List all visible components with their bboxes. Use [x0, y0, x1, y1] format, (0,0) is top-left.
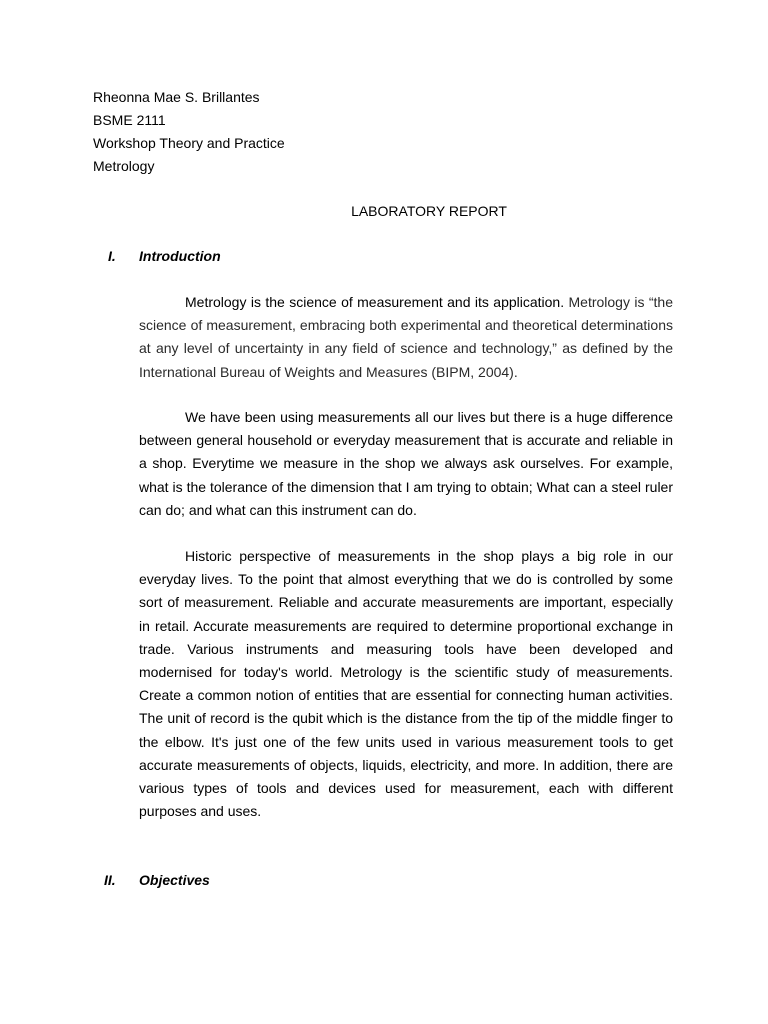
author-name: Rheonna Mae S. Brillantes — [93, 89, 260, 105]
intro-paragraph-1-lead: Metrology is the science of measurement and its application. — [185, 294, 565, 310]
section-title: Objectives — [139, 872, 210, 888]
section-number: I. — [108, 248, 116, 264]
intro-paragraph-1 — [139, 291, 673, 384]
course-section: BSME 2111 — [93, 112, 166, 128]
document-header — [93, 86, 285, 178]
intro-paragraph-3: Historic perspective of measurements in the shop plays a big role in our everyday lives. To the point that almost everything that we do is controlled by some sort of measurement. Reliable and accurate measurements are important, especially in retail. Accurate measurements are required to determine proportional exchange in trade. Various instruments and measuring tools have been developed and modernised for today's world. Metrology is the scientific study of measurements. Create a common notion of entities that are essential for connecting human activities. The unit of record is the qubit which is the distance from the tip of the middle finger to the elbow. It's just one of the few units used in various measurement tools to get accurate measurements of objects, liquids, electricity, and more. In addition, there are various types of tools and devices used for measurement, each with different purposes and uses. — [139, 548, 673, 820]
section-title: Introduction — [139, 248, 221, 264]
report-topic: Metrology — [93, 158, 155, 174]
section-number: II. — [104, 872, 116, 888]
course-title: Workshop Theory and Practice — [93, 135, 285, 151]
report-title: LABORATORY REPORT — [351, 203, 507, 219]
intro-paragraph-1-quote: Metrology is “the science of measurement, embracing both experimental and theoretical determinations at any level of uncertainty in any field of science and technology,” as defined by the International Bureau of Weights and Measures (BIPM, 2004). — [139, 294, 673, 380]
intro-paragraph-2: We have been using measurements all our lives but there is a huge difference between general household or everyday measurement that is accurate and reliable in a shop. Everytime we measure in the shop we always ask ourselves. For example, what is the tolerance of the dimension that I am trying to obtain; What can a steel ruler can do; and what can this instrument can do. — [139, 409, 673, 518]
